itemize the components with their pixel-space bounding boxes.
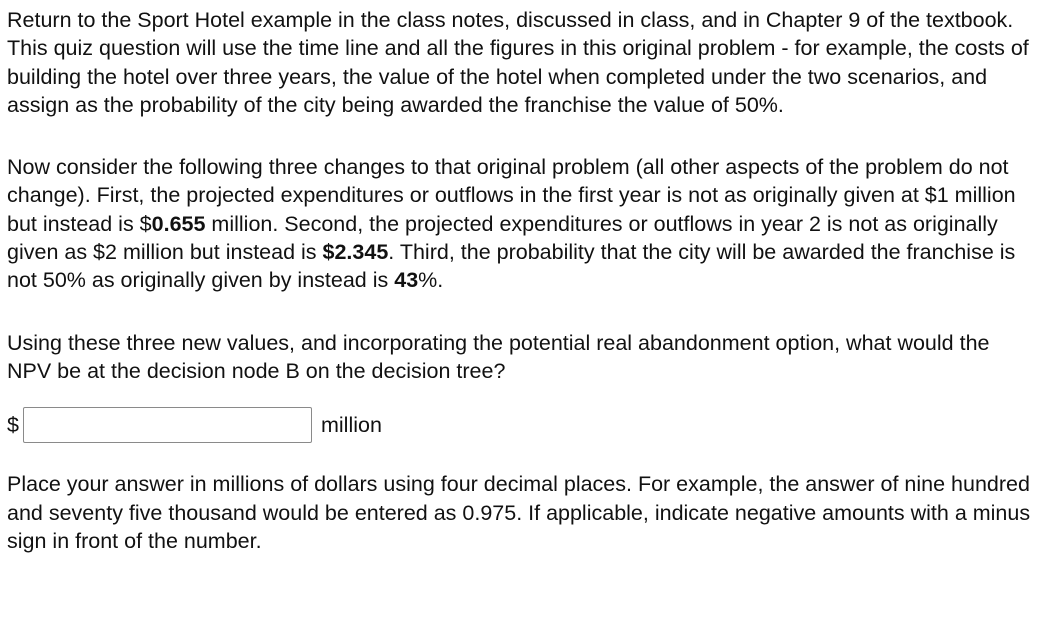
changes-text-part-4: %. [418, 268, 444, 293]
currency-label: $ [7, 413, 19, 438]
year2-expenditure-value: $2.345 [322, 240, 389, 265]
quiz-question [7, 6, 1037, 555]
franchise-probability-value: 43 [394, 268, 419, 293]
answer-instructions-paragraph: Place your answer in millions of dollars using four decimal places. For example, the answer of nine hundred and seventy five thousand would be entered as 0.975. If applicable, indicate negative amounts with a minus sign in front of the number. [7, 472, 1031, 553]
npv-answer-input[interactable] [23, 407, 312, 443]
question-prompt-paragraph: Using these three new values, and incorporating the potential real abandonment option, what would the NPV be at the decision node B on the decision tree? [7, 330, 990, 383]
question-context-paragraph: Return to the Sport Hotel example in the class notes, discussed in class, and in Chapter 9 of the textbook. This quiz question will use the time line and all the figures in this original problem - for example, the costs of building the hotel over three years, the value of the hotel when completed under the two scenarios, and assign as the probability of the city being awarded the franchise the value of 50%. [7, 8, 1029, 117]
question-changes-paragraph [7, 153, 1037, 294]
unit-label: million [321, 413, 382, 438]
changes-text-part-2: million. Second, the projected expenditures or outflows in year 2 is not as originally given as $2 million but instead is [7, 211, 998, 265]
changes-text-part-1: Now consider the following three changes to that original problem (all other aspects of the problem do not change). First, the projected expenditures or outflows in the first year is not as originally given at $1 million but instead is [7, 155, 1016, 236]
changes-text-dollar-sign: $ [139, 211, 152, 236]
answer-row [7, 403, 1037, 447]
year1-expenditure-value: 0.655 [151, 211, 206, 236]
changes-text-part-3: . Third, the probability that the city will be awarded the franchise is not 50% as originally given by instead is [7, 240, 1016, 293]
